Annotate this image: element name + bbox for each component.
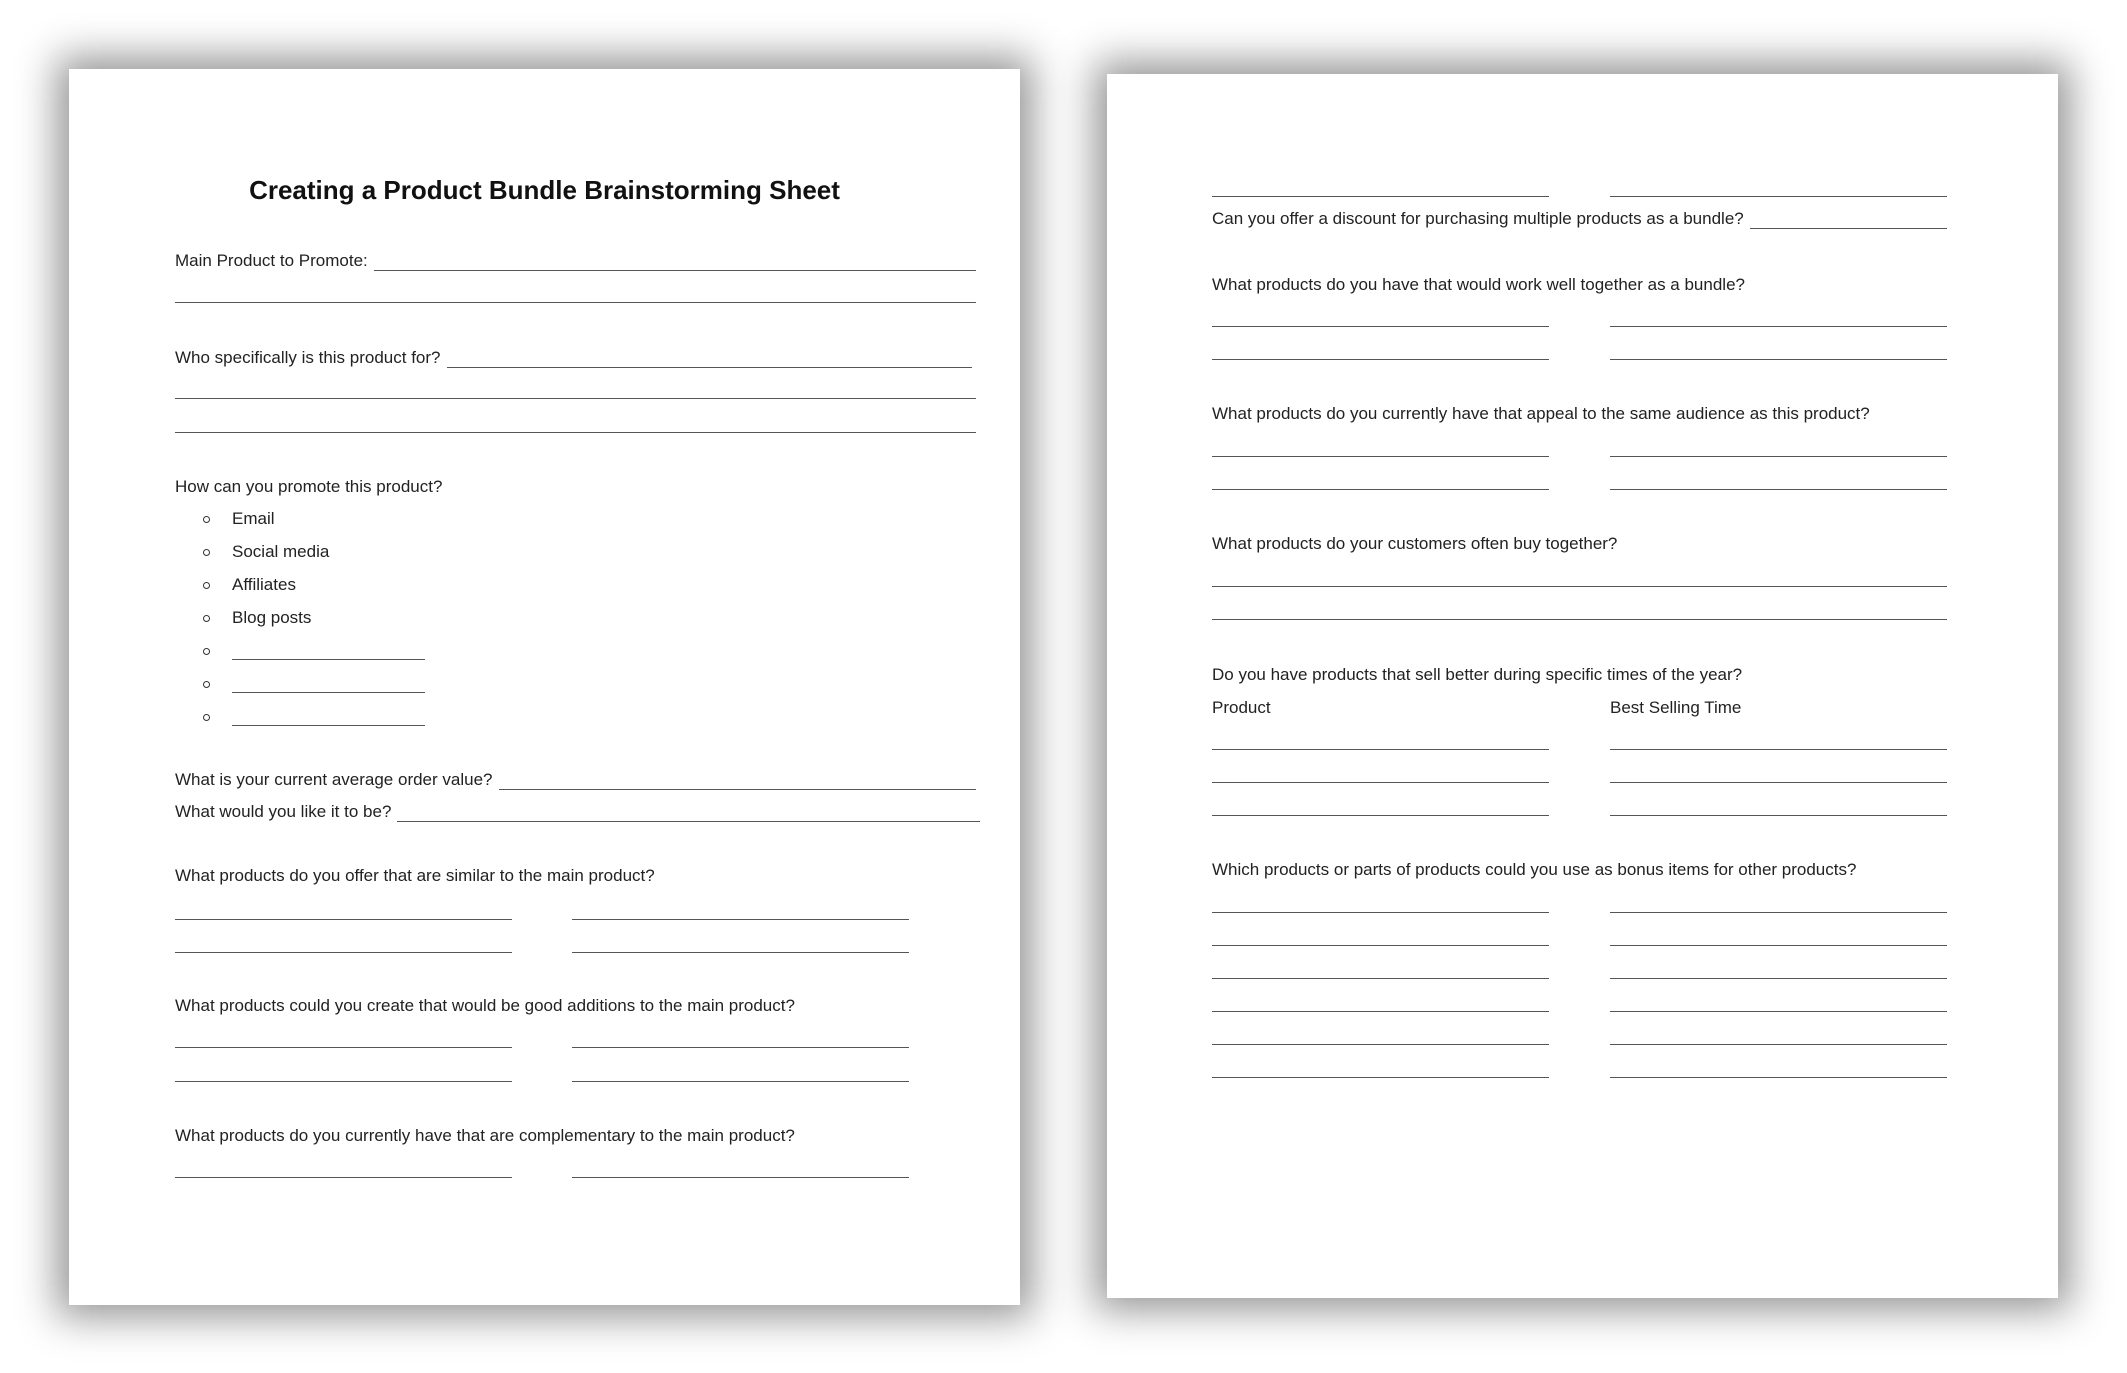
who-for-answer-line-3[interactable] <box>175 432 976 433</box>
bullet-icon <box>203 714 210 721</box>
answer-line[interactable] <box>175 1047 512 1048</box>
similar-question: What products do you offer that are similar to the main product? <box>175 866 655 885</box>
answer-line[interactable] <box>572 1081 909 1082</box>
create-question: What products could you create that would be good additions to the main product? <box>175 996 795 1015</box>
discount-label: Can you offer a discount for purchasing multiple products as a bundle? <box>1212 209 1744 228</box>
like-to-be-question <box>175 802 980 822</box>
answer-line[interactable] <box>1610 196 1947 197</box>
complementary-question: What products do you currently have that are complementary to the main product? <box>175 1126 795 1145</box>
promote-option-social-media: Social media <box>232 542 330 561</box>
main-product-question <box>175 251 976 271</box>
answer-line[interactable] <box>1212 782 1549 783</box>
answer-line[interactable] <box>175 919 512 920</box>
bullet-icon <box>203 615 210 622</box>
answer-line[interactable] <box>1610 782 1947 783</box>
promote-option-email: Email <box>232 509 275 528</box>
answer-line[interactable] <box>572 919 909 920</box>
answer-line[interactable] <box>1610 978 1947 979</box>
answer-line[interactable] <box>1212 326 1549 327</box>
same-audience-question: What products do you currently have that appeal to the same audience as this product? <box>1212 404 1870 423</box>
answer-line[interactable] <box>1610 326 1947 327</box>
promote-option-blank-line[interactable] <box>232 725 425 726</box>
answer-line[interactable] <box>1212 1044 1549 1045</box>
answer-line[interactable] <box>1212 1077 1549 1078</box>
answer-line[interactable] <box>1610 359 1947 360</box>
who-for-label: Who specifically is this product for? <box>175 348 441 367</box>
answer-line[interactable] <box>1212 489 1549 490</box>
answer-line[interactable] <box>1610 815 1947 816</box>
answer-line[interactable] <box>1212 359 1549 360</box>
promote-option-affiliates: Affiliates <box>232 575 296 594</box>
answer-line[interactable] <box>1212 945 1549 946</box>
promote-option-blank-line[interactable] <box>232 692 425 693</box>
column-header-product: Product <box>1212 698 1271 717</box>
work-together-question: What products do you have that would work well together as a bundle? <box>1212 275 1745 294</box>
seasonal-question: Do you have products that sell better during specific times of the year? <box>1212 665 1743 684</box>
discount-question <box>1212 209 1947 229</box>
bullet-icon <box>203 648 210 655</box>
main-product-label: Main Product to Promote: <box>175 251 368 270</box>
answer-line[interactable] <box>572 1047 909 1048</box>
answer-line[interactable] <box>1212 196 1549 197</box>
avg-order-answer-line[interactable] <box>499 773 977 790</box>
like-to-be-label: What would you like it to be? <box>175 802 392 821</box>
answer-line[interactable] <box>1610 1044 1947 1045</box>
who-for-answer-line[interactable] <box>447 351 973 368</box>
answer-line[interactable] <box>1212 619 1947 620</box>
avg-order-question <box>175 770 976 790</box>
answer-line[interactable] <box>1610 945 1947 946</box>
worksheet-page-1 <box>69 69 1020 1305</box>
main-product-answer-line[interactable] <box>374 254 976 271</box>
answer-line[interactable] <box>1212 815 1549 816</box>
bullet-icon <box>203 549 210 556</box>
bonus-question: Which products or parts of products could you use as bonus items for other products? <box>1212 860 1857 879</box>
answer-line[interactable] <box>572 1177 909 1178</box>
bullet-icon <box>203 516 210 523</box>
answer-line[interactable] <box>175 1081 512 1082</box>
answer-line[interactable] <box>1212 1011 1549 1012</box>
bullet-icon <box>203 681 210 688</box>
page-title: Creating a Product Bundle Brainstorming Sheet <box>249 175 840 205</box>
promote-option-blank-line[interactable] <box>232 659 425 660</box>
who-for-question <box>175 348 972 368</box>
answer-line[interactable] <box>1610 1011 1947 1012</box>
buy-together-question: What products do your customers often buy together? <box>1212 534 1618 553</box>
like-to-be-answer-line[interactable] <box>397 805 980 822</box>
worksheet-page-2 <box>1107 74 2058 1298</box>
answer-line[interactable] <box>1610 456 1947 457</box>
answer-line[interactable] <box>1610 1077 1947 1078</box>
answer-line[interactable] <box>1610 912 1947 913</box>
answer-line[interactable] <box>1212 912 1549 913</box>
answer-line[interactable] <box>1212 978 1549 979</box>
avg-order-label: What is your current average order value? <box>175 770 493 789</box>
answer-line[interactable] <box>175 1177 512 1178</box>
answer-line[interactable] <box>1212 749 1549 750</box>
bullet-icon <box>203 582 210 589</box>
who-for-answer-line-2[interactable] <box>175 398 976 399</box>
answer-line[interactable] <box>572 952 909 953</box>
discount-answer-line[interactable] <box>1750 212 1947 229</box>
promote-question: How can you promote this product? <box>175 477 443 496</box>
main-product-answer-line-2[interactable] <box>175 302 976 303</box>
column-header-best-selling-time: Best Selling Time <box>1610 698 1742 717</box>
answer-line[interactable] <box>1212 456 1549 457</box>
answer-line[interactable] <box>1212 586 1947 587</box>
answer-line[interactable] <box>1610 749 1947 750</box>
promote-option-blog-posts: Blog posts <box>232 608 312 627</box>
answer-line[interactable] <box>1610 489 1947 490</box>
answer-line[interactable] <box>175 952 512 953</box>
